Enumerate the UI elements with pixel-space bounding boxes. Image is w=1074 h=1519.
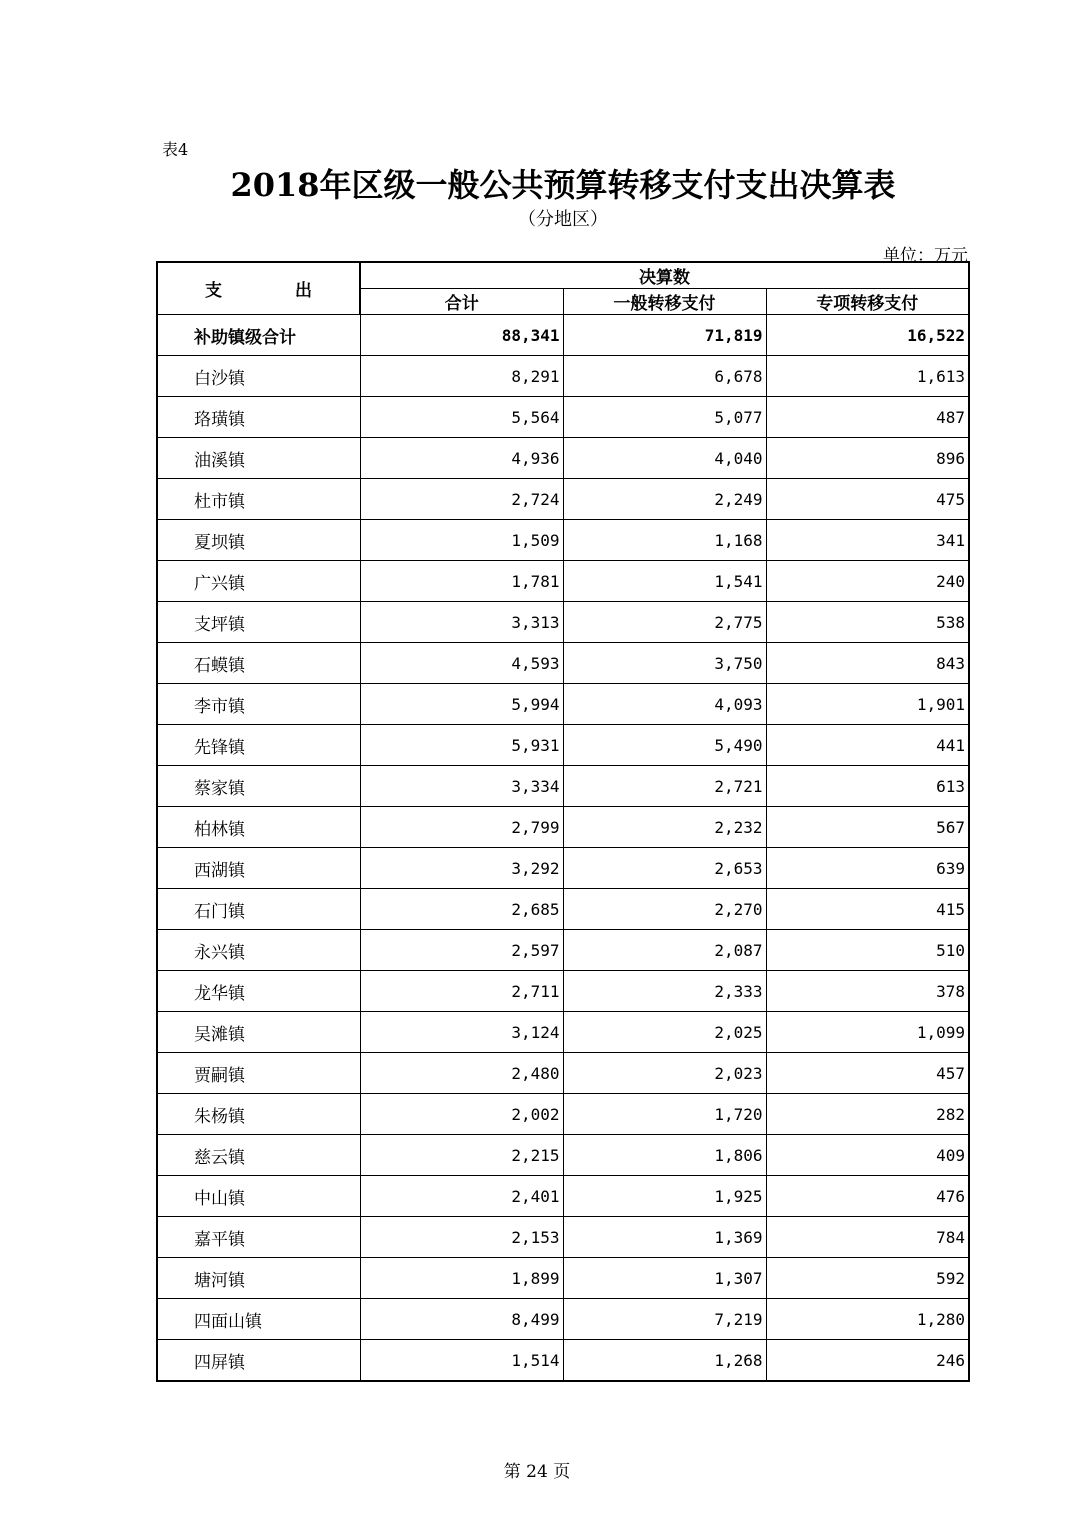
row-general: 2,653 (563, 848, 766, 889)
total-row (157, 315, 969, 356)
town-name: 蔡家镇 (157, 766, 360, 807)
town-name: 吴滩镇 (157, 1012, 360, 1053)
total-row-special: 16,522 (766, 315, 969, 356)
row-special: 282 (766, 1094, 969, 1135)
document-subtitle: （分地区） (518, 209, 608, 230)
row-special: 567 (766, 807, 969, 848)
row-general: 1,541 (563, 561, 766, 602)
row-special: 475 (766, 479, 969, 520)
header-final-accounts: 决算数 (360, 262, 969, 289)
row-special: 510 (766, 930, 969, 971)
town-name: 慈云镇 (157, 1135, 360, 1176)
row-total: 1,509 (360, 520, 563, 561)
page-number: 第 24 页 (503, 1462, 571, 1482)
row-special: 441 (766, 725, 969, 766)
row-total: 2,480 (360, 1053, 563, 1094)
row-special: 843 (766, 643, 969, 684)
table-row (157, 766, 969, 807)
row-general: 4,040 (563, 438, 766, 479)
document-title: 2018年区级一般公共预算转移支付支出决算表 (230, 166, 896, 204)
total-row-general: 71,819 (563, 315, 766, 356)
row-general: 5,490 (563, 725, 766, 766)
row-total: 1,781 (360, 561, 563, 602)
town-name: 夏坝镇 (157, 520, 360, 561)
row-general: 2,270 (563, 889, 766, 930)
row-total: 2,685 (360, 889, 563, 930)
row-general: 2,232 (563, 807, 766, 848)
row-special: 1,901 (766, 684, 969, 725)
town-name: 石蟆镇 (157, 643, 360, 684)
table-row (157, 1258, 969, 1299)
town-name: 柏林镇 (157, 807, 360, 848)
row-general: 2,775 (563, 602, 766, 643)
table-row (157, 397, 969, 438)
row-special: 457 (766, 1053, 969, 1094)
row-total: 5,931 (360, 725, 563, 766)
row-special: 1,099 (766, 1012, 969, 1053)
row-special: 1,280 (766, 1299, 969, 1340)
row-special: 476 (766, 1176, 969, 1217)
row-general: 1,806 (563, 1135, 766, 1176)
row-general: 7,219 (563, 1299, 766, 1340)
row-total: 2,153 (360, 1217, 563, 1258)
row-total: 4,936 (360, 438, 563, 479)
town-name: 先锋镇 (157, 725, 360, 766)
town-name: 李市镇 (157, 684, 360, 725)
row-total: 3,124 (360, 1012, 563, 1053)
row-total: 2,002 (360, 1094, 563, 1135)
row-special: 487 (766, 397, 969, 438)
town-name: 龙华镇 (157, 971, 360, 1012)
table-row (157, 561, 969, 602)
town-name: 广兴镇 (157, 561, 360, 602)
row-general: 4,093 (563, 684, 766, 725)
town-name: 西湖镇 (157, 848, 360, 889)
budget-table (156, 261, 970, 1382)
row-total: 3,292 (360, 848, 563, 889)
row-general: 1,168 (563, 520, 766, 561)
row-total: 5,994 (360, 684, 563, 725)
table-row (157, 1340, 969, 1382)
town-name: 永兴镇 (157, 930, 360, 971)
table-row (157, 356, 969, 397)
table-row (157, 602, 969, 643)
table-row (157, 643, 969, 684)
row-special: 378 (766, 971, 969, 1012)
table-row (157, 684, 969, 725)
row-total: 8,291 (360, 356, 563, 397)
row-special: 1,613 (766, 356, 969, 397)
table-row (157, 889, 969, 930)
town-name: 四屏镇 (157, 1340, 360, 1382)
header-general-transfer: 一般转移支付 (563, 289, 766, 315)
table-row (157, 479, 969, 520)
row-total: 2,215 (360, 1135, 563, 1176)
row-total: 5,564 (360, 397, 563, 438)
town-name: 白沙镇 (157, 356, 360, 397)
row-special: 341 (766, 520, 969, 561)
row-general: 2,023 (563, 1053, 766, 1094)
row-general: 1,369 (563, 1217, 766, 1258)
row-general: 3,750 (563, 643, 766, 684)
row-general: 1,307 (563, 1258, 766, 1299)
row-special: 415 (766, 889, 969, 930)
town-name: 嘉平镇 (157, 1217, 360, 1258)
row-general: 2,333 (563, 971, 766, 1012)
table-row (157, 1094, 969, 1135)
row-special: 538 (766, 602, 969, 643)
header-special-transfer: 专项转移支付 (766, 289, 969, 315)
row-special: 613 (766, 766, 969, 807)
row-general: 2,087 (563, 930, 766, 971)
table-row (157, 1299, 969, 1340)
row-special: 240 (766, 561, 969, 602)
row-total: 1,899 (360, 1258, 563, 1299)
row-general: 5,077 (563, 397, 766, 438)
row-general: 6,678 (563, 356, 766, 397)
row-special: 784 (766, 1217, 969, 1258)
row-total: 2,401 (360, 1176, 563, 1217)
row-general: 1,925 (563, 1176, 766, 1217)
row-total: 2,597 (360, 930, 563, 971)
table-row (157, 971, 969, 1012)
town-name: 石门镇 (157, 889, 360, 930)
table-row (157, 438, 969, 479)
town-name: 中山镇 (157, 1176, 360, 1217)
row-special: 639 (766, 848, 969, 889)
table-row (157, 725, 969, 766)
table-row (157, 520, 969, 561)
table-row (157, 1012, 969, 1053)
table-row (157, 1217, 969, 1258)
row-special: 896 (766, 438, 969, 479)
town-name: 杜市镇 (157, 479, 360, 520)
table-row (157, 1176, 969, 1217)
row-special: 409 (766, 1135, 969, 1176)
row-general: 1,720 (563, 1094, 766, 1135)
table-row (157, 930, 969, 971)
row-total: 3,313 (360, 602, 563, 643)
table-row (157, 1135, 969, 1176)
row-total: 3,334 (360, 766, 563, 807)
row-total: 4,593 (360, 643, 563, 684)
town-name: 珞璜镇 (157, 397, 360, 438)
row-general: 2,025 (563, 1012, 766, 1053)
table-row (157, 1053, 969, 1094)
table-row (157, 848, 969, 889)
header-row-top (157, 262, 969, 289)
town-name: 塘河镇 (157, 1258, 360, 1299)
town-name: 支坪镇 (157, 602, 360, 643)
town-name: 油溪镇 (157, 438, 360, 479)
row-total: 2,711 (360, 971, 563, 1012)
row-total: 1,514 (360, 1340, 563, 1382)
town-name: 朱杨镇 (157, 1094, 360, 1135)
row-general: 2,721 (563, 766, 766, 807)
row-special: 246 (766, 1340, 969, 1382)
total-row-name: 补助镇级合计 (157, 315, 360, 356)
table-label: 表4 (162, 140, 189, 159)
row-total: 2,799 (360, 807, 563, 848)
row-general: 2,249 (563, 479, 766, 520)
row-total: 2,724 (360, 479, 563, 520)
header-expenditure: 支 出 (157, 262, 360, 315)
row-special: 592 (766, 1258, 969, 1299)
town-name: 四面山镇 (157, 1299, 360, 1340)
table-row (157, 807, 969, 848)
town-name: 贾嗣镇 (157, 1053, 360, 1094)
row-total: 8,499 (360, 1299, 563, 1340)
unit-label: 单位：万元 (883, 246, 968, 266)
row-general: 1,268 (563, 1340, 766, 1382)
total-row-total: 88,341 (360, 315, 563, 356)
header-total: 合计 (360, 289, 563, 315)
